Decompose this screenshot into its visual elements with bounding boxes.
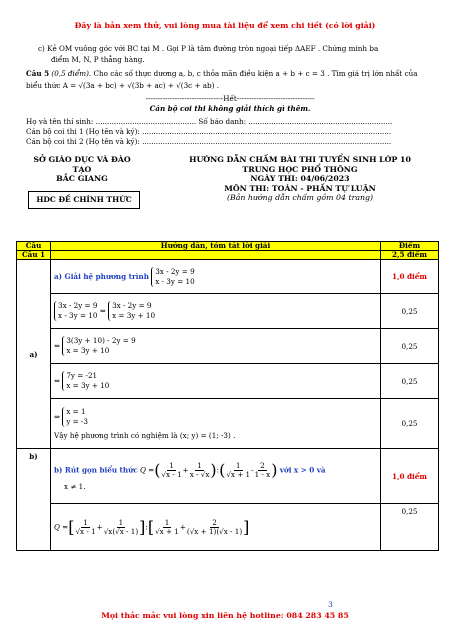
part-b-condition: với x > 0 và [279, 465, 326, 474]
part-b-header: b) Rút gọn biểu thức Q =( $\frac{1}{√x - 1}$ + $\frac{1}{x - √x}$ ):( $\frac{1}{√x + 1}$ - $\frac{2}{1 - x}$ ) với x > 0 và x ≠ 1. [51, 449, 381, 504]
part-b-step-1: Q =[ $\frac{1}{√x - 1}$ + $\frac{1}{√x(√x - 1)}$ ]:[ $\frac{1}{√x + 1}$ + $\frac{2}{(√x + 1)(√x - 1)}$ ] [51, 504, 381, 551]
q5-points: (0,5 điểm). [51, 69, 92, 78]
part-a-points: 1,0 điểm [381, 260, 439, 294]
end-separator: --------------------------------Hết-------------------------------- [145, 94, 315, 103]
step-4: ⇔ x = 1 y = -3 Vậy hệ phương trình có nghiệm là (x; y) = (1; -3) . [51, 399, 381, 449]
step-3: ⇔ 7y = -21 x = 3y + 10 [51, 364, 381, 399]
part-a-header [51, 260, 381, 294]
proctor-1-line: Cán bộ coi thi 1 (Họ tên và ký): ............................................................................................................. [26, 127, 392, 136]
q5-text: Cho các số thực dương a, b, c thỏa mãn điều kiện a + b + c = 3 . Tìm giá trị lớn nhất của [93, 69, 418, 78]
step-2: ⇔ 3(3y + 10) - 2y = 9 x = 3y + 10 [51, 329, 381, 364]
dept-line-1: SỞ GIÁO DỤC VÀ ĐÀO [33, 155, 131, 164]
equivalent-arrow: ⇔ [99, 306, 106, 315]
official-answer-box: HDC ĐỀ CHÍNH THỨC [28, 191, 140, 209]
part-a-conclusion: Vậy hệ phương trình có nghiệm là (x; y) = (1; -3) . [54, 431, 236, 440]
title-line-5: (Bản hướng dẫn chấm gồm 04 trang) [226, 193, 374, 202]
title-line-4: MÔN THI: TOÁN - PHẦN TỰ LUẬN [224, 183, 376, 193]
grading-table [16, 241, 439, 551]
col-header-points: Điểm [381, 242, 439, 251]
step-3-points: 0,25 [381, 364, 439, 399]
question-1-total: 2,5 điểm [381, 251, 439, 260]
title-line-1: HƯỚNG DẪN CHẤM BÀI THI TUYỂN SINH LỚP 10 [189, 155, 411, 164]
q4c-line2: điểm M, N, P thẳng hàng. [51, 55, 145, 64]
part-a-label: a) [17, 260, 51, 449]
page-number: 3 [328, 600, 333, 609]
title-line-3: NGÀY THI: 04/06/2023 [250, 174, 350, 183]
dept-line-3: BẮC GIANG [56, 174, 108, 183]
col-header-question: Câu [17, 242, 51, 251]
document-title [160, 155, 440, 203]
part-a-title: a) Giải hệ phương trình [54, 271, 149, 281]
col-header-guide: Hướng dẫn, tóm tắt lời giải [51, 242, 381, 251]
part-b-label: b) [17, 449, 51, 551]
step-1-points: 0,25 [381, 294, 439, 329]
candidate-line: Họ và tên thí sinh: ............................................ Số báo danh: ............................................................... [26, 117, 393, 126]
question-1-label: Câu 1 [17, 251, 51, 260]
part-b-step-1-points: 0,25 [381, 504, 439, 551]
system-1: 3x - 2y = 9 x - 3y = 10 [151, 267, 194, 287]
q5-expression: biểu thức A = √(3a + bc) + √(3b + ac) + √(3c + ab) . [26, 81, 220, 90]
q5-label: Câu 5 [26, 69, 50, 78]
top-banner: Đây là bản xem thử, vui lòng mua tài liệu để xem chi tiết (có lời giải) [74, 21, 376, 30]
part-b-title: b) Rút gọn biểu thức [54, 465, 138, 474]
q4c-line1: c) Kẻ OM vuông góc với BC tại M . Gọi P là tâm đường tròn ngoại tiếp ΔAEF . Chứng minh ba [38, 44, 379, 53]
step-2-points: 0,25 [381, 329, 439, 364]
part-b-points: 1,0 điểm [381, 449, 439, 504]
no-explanation-note: Cán bộ coi thi không giải thích gì thêm. [149, 104, 311, 113]
proctor-2-line: Cán bộ coi thi 2 (Họ tên và ký): ............................................................................................................. [26, 137, 392, 146]
department-name [22, 155, 142, 184]
bottom-banner: Mọi thắc mắc vui lòng xin liên hệ hotline: 084 283 45 85 [101, 611, 349, 620]
dept-line-2: TẠO [72, 164, 92, 174]
step-1: 3x - 2y = 9 x - 3y = 10 ⇔ 3x - 2y = 9 x = 3y + 10 [51, 294, 381, 329]
title-line-2: TRUNG HỌC PHỔ THÔNG [242, 164, 358, 174]
q5-line [26, 69, 438, 78]
part-b-condition-2: x ≠ 1. [64, 481, 86, 491]
step-4-points: 0,25 [381, 399, 439, 449]
